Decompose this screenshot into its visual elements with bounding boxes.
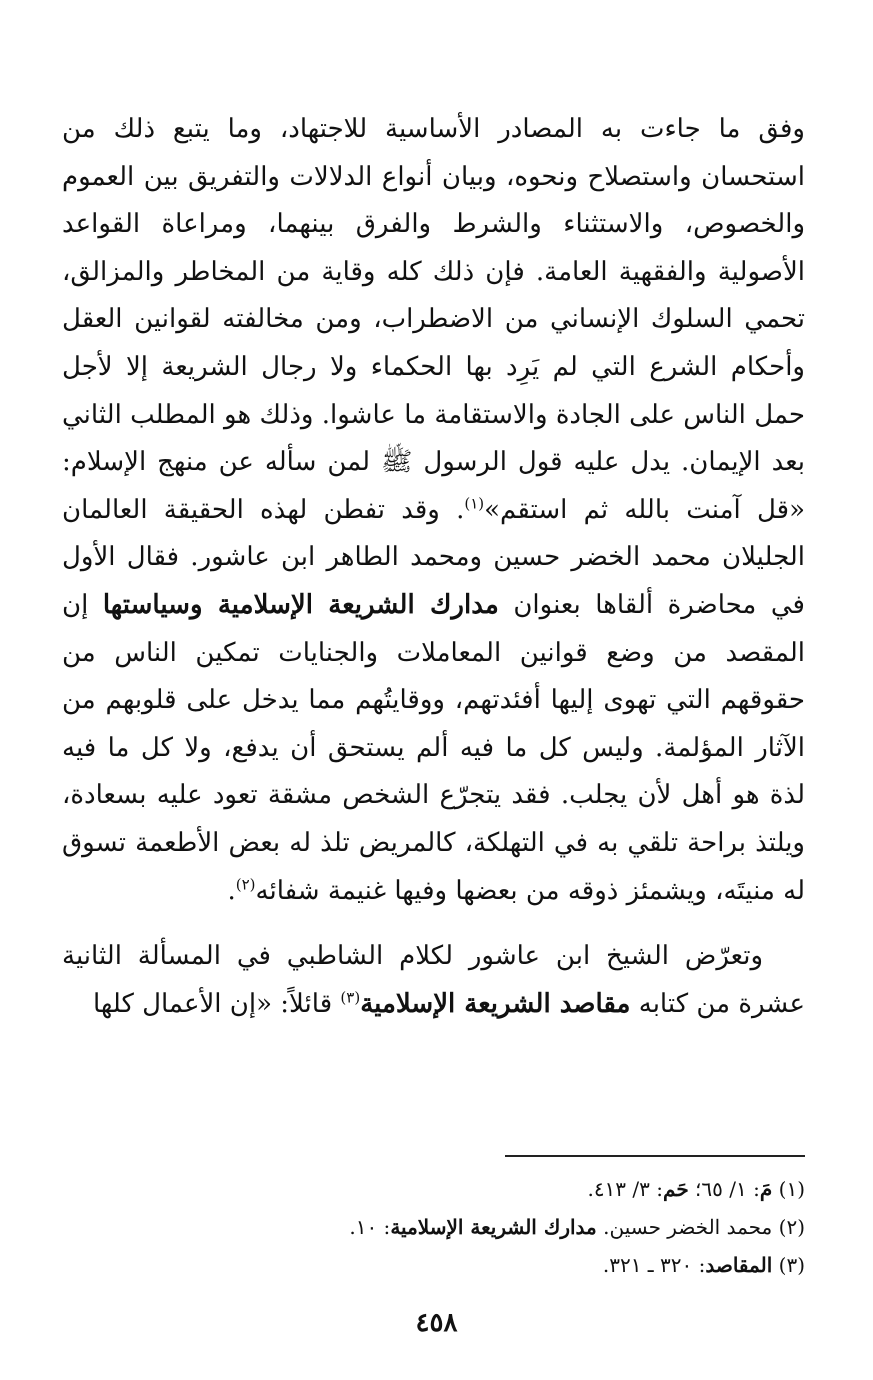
text-run: إن المقصد من وضع قوانين المعاملات والجنايات تمكين الناس من حقوقهم التي تهوى إليها أفئدتهم، ووقايتُهم مما يدخل على قلوبهم من الآثار المؤلمة. وليس كل ما فيه ألم يستحق أن يدفع، ولا كل ما فيه لذة هو أهل لأن يجلب. فقد يتجرّع الشخص مشقة تعود عليه بسعادة، ويلتذ براحة تلقي به في التهلكة، كالمريض تلذ له بعض الأطعمة تسوق له منيتَه، ويشمئز ذوقه من بعضها وفيها غنيمة شفائه [62,589,805,906]
paragraph-2 [62,933,805,1028]
footnote-text: : ٣٢٠ ـ ٣٢١. [602,1253,706,1277]
footnote-bold: مدارك الشريعة الإسلامية [390,1215,597,1239]
footnote-text: : ١٠. [349,1215,391,1239]
footnote-marker-3: (٣) [340,988,361,1007]
text-run: وفق ما جاءت به المصادر الأساسية للاجتهاد، وما يتبع ذلك من استحسان واستصلاح ونحوه، وبيان أنواع الدلالات والتفريق بين العموم والخصوص، والاستثناء والشرط والفرق بينهما، ومراعاة القواعد الأصولية والفقهية العامة. فإن ذلك كله وقاية من المخاطر والمزالق، تحمي السلوك الإنساني من الاضطراب، ومن مخالفته لقوانين العقل وأحكام الشرع التي لم يَرِد بها الحكماء ولا رجال الشريعة إلا لأجل حمل الناس على الجادة والاستقامة ما عاشوا. وذلك هو المطلب الثاني بعد الإيمان. يدل عليه قول الرسول ﷺ لمن سأله عن منهج الإسلام: «قل آمنت بالله ثم استقم» [62,114,805,525]
footnote-text: (٢) محمد الخضر حسين. [596,1215,805,1239]
footnotes [62,1170,805,1284]
footnote-bold: مَ [759,1177,773,1201]
text-run: قائلاً: «إن الأعمال كلها [92,988,341,1019]
book-title-bold: مدارك الشريعة الإسلامية وسياستها [102,589,499,620]
text-run: . وقد تفطن لهذه الحقيقة العالمان الجليلان محمد الخضر حسين ومحمد الطاهر ابن عاشور. فقال الأول في محاضرة ألقاها بعنوان [62,494,805,620]
footnote-marker-1: (١) [464,494,485,513]
body-text [62,106,805,1028]
footnote-bold: حَم [663,1177,689,1201]
footnote-divider [505,1155,805,1157]
text-run: . [227,875,236,906]
footnote-3 [62,1246,805,1284]
paragraph-1 [62,106,805,915]
page-number: ٤٥٨ [415,1308,458,1338]
footnote-text: (١) [772,1177,805,1201]
footnote-1 [62,1170,805,1208]
footnote-bold: المقاصد [705,1253,773,1277]
book-title-bold: مقاصد الشريعة الإسلامية [360,988,631,1019]
footnote-2 [62,1208,805,1246]
footnote-text: (٣) [772,1253,805,1277]
text-run: وتعرّض الشيخ ابن عاشور لكلام الشاطبي في المسألة الثانية عشرة من كتابه [62,941,805,1019]
footnote-text: : ٣/ ٤١٣. [587,1177,664,1201]
footnote-text: : ١/ ٦٥؛ [688,1177,760,1201]
footnote-marker-2: (٢) [235,874,256,893]
